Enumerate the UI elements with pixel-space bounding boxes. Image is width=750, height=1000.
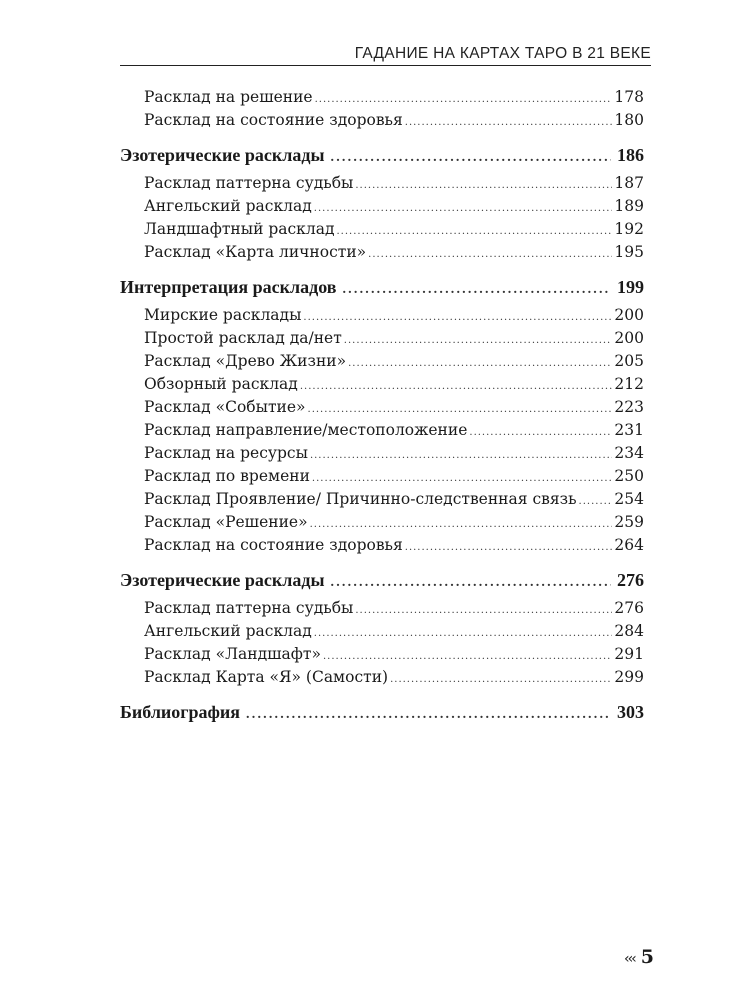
- toc-page-number: 231: [614, 421, 644, 439]
- toc-entry[interactable]: [120, 488, 644, 511]
- toc-page-number: 200: [614, 306, 644, 324]
- toc-entry[interactable]: [120, 666, 644, 689]
- dot-leader: [310, 513, 613, 536]
- dot-leader: [348, 352, 612, 375]
- toc-entry[interactable]: [120, 597, 644, 620]
- dot-leader: [405, 536, 613, 559]
- toc-section-title: Библиография: [120, 702, 241, 722]
- toc-entry-title: Расклад паттерна судьбы: [144, 174, 354, 192]
- dot-leader: [355, 174, 612, 197]
- toc-entry-title: Расклад на ресурсы: [144, 444, 308, 462]
- toc-entry[interactable]: [120, 442, 644, 465]
- toc-page-number: 254: [614, 490, 644, 508]
- toc-entry-title: Расклад на состояние здоровья: [144, 111, 403, 129]
- toc-entry-title: Мирские расклады: [144, 306, 302, 324]
- toc-page-number: 276: [617, 570, 644, 590]
- toc-entry-title: Расклад «Древо Жизни»: [144, 352, 347, 370]
- toc-entry-title: Ангельский расклад: [144, 197, 312, 215]
- dot-leader: [315, 88, 613, 111]
- toc-page-number: 291: [614, 645, 644, 663]
- toc-entry-title: Расклад на состояние здоровья: [144, 536, 403, 554]
- toc-entry-title: Ангельский расклад: [144, 622, 312, 640]
- toc-page-number: 199: [617, 277, 644, 297]
- dot-leader: [355, 599, 612, 622]
- toc-entry-title: Расклад «Решение»: [144, 513, 308, 531]
- toc-entry-title: Расклад на решение: [144, 88, 313, 106]
- page-number: 5: [640, 946, 654, 968]
- toc-page-number: 187: [614, 174, 644, 192]
- toc-page-number: 276: [614, 599, 644, 617]
- toc-page-number: 234: [614, 444, 644, 462]
- toc-entry-title: Расклад Проявление/ Причинно-следственная связь: [144, 490, 577, 508]
- toc-section[interactable]: [120, 140, 644, 170]
- toc-page-number: 186: [617, 145, 644, 165]
- dot-leader: [337, 220, 613, 243]
- toc-entry-title: Обзорный расклад: [144, 375, 298, 393]
- toc-entry-title: Ландшафтный расклад: [144, 220, 335, 238]
- dot-leader: [405, 111, 613, 134]
- dot-leader: [579, 490, 613, 513]
- toc-entry-title: Расклад направление/местоположение: [144, 421, 468, 439]
- toc-entry-title: Расклад «Событие»: [144, 398, 306, 416]
- dot-leader: [469, 421, 612, 444]
- toc-entry-title: Расклад по времени: [144, 467, 310, 485]
- toc-page-number: 259: [614, 513, 644, 531]
- toc-section[interactable]: [120, 272, 644, 302]
- toc-page-number: 223: [614, 398, 644, 416]
- page-folio: [624, 946, 654, 968]
- dot-leader: [331, 143, 611, 173]
- dot-leader: [314, 197, 613, 220]
- toc-page-number: 299: [614, 668, 644, 686]
- toc-entry[interactable]: [120, 465, 644, 488]
- toc-page-number: 195: [614, 243, 644, 261]
- toc-page-number: 250: [614, 467, 644, 485]
- toc-entry[interactable]: [120, 241, 644, 264]
- toc-entry[interactable]: [120, 511, 644, 534]
- toc-entry-title: Расклад «Ландшафт»: [144, 645, 321, 663]
- toc-page-number: 205: [614, 352, 644, 370]
- dot-leader: [368, 243, 612, 266]
- toc-entry[interactable]: [120, 373, 644, 396]
- toc-page-number: 303: [617, 702, 644, 722]
- toc-entry-title: Расклад паттерна судьбы: [144, 599, 354, 617]
- toc-section-title: Эзотерические расклады: [120, 570, 325, 590]
- dot-leader: [314, 622, 613, 645]
- toc-page-number: 180: [614, 111, 644, 129]
- toc-page-number: 189: [614, 197, 644, 215]
- dot-leader: [390, 668, 612, 691]
- toc-page-number: 178: [614, 88, 644, 106]
- toc-entry[interactable]: [120, 350, 644, 373]
- toc-section[interactable]: [120, 565, 644, 595]
- dot-leader: [342, 275, 611, 305]
- toc-entry[interactable]: [120, 172, 644, 195]
- toc-entry[interactable]: [120, 620, 644, 643]
- toc-entry[interactable]: [120, 109, 644, 132]
- dot-leader: [303, 306, 612, 329]
- toc-page-number: 192: [614, 220, 644, 238]
- toc-entry[interactable]: [120, 396, 644, 419]
- toc-section[interactable]: [120, 697, 644, 727]
- toc-section-title: Эзотерические расклады: [120, 145, 325, 165]
- dot-leader: [300, 375, 613, 398]
- toc-entry[interactable]: [120, 643, 644, 666]
- dot-leader: [331, 568, 611, 598]
- toc-entry-title: Простой расклад да/нет: [144, 329, 342, 347]
- running-title: ГАДАНИЕ НА КАРТАХ ТАРО В 21 ВЕКЕ: [347, 45, 651, 63]
- toc-entry[interactable]: [120, 419, 644, 442]
- header-rule: [120, 65, 651, 66]
- dot-leader: [312, 467, 613, 490]
- dot-leader: [308, 398, 613, 421]
- toc-entry[interactable]: [120, 218, 644, 241]
- toc-page-number: 284: [614, 622, 644, 640]
- dot-leader: [323, 645, 612, 668]
- toc-entry[interactable]: [120, 195, 644, 218]
- toc-entry-title: Расклад «Карта личности»: [144, 243, 367, 261]
- dot-leader: [344, 329, 613, 352]
- toc-section-title: Интерпретация раскладов: [120, 277, 337, 297]
- toc-page-number: 212: [614, 375, 644, 393]
- toc-entry[interactable]: [120, 304, 644, 327]
- dot-leader: [310, 444, 612, 467]
- toc-entry-title: Расклад Карта «Я» (Самости): [144, 668, 389, 686]
- toc-entry[interactable]: [120, 534, 644, 557]
- dot-leader: [246, 700, 611, 730]
- toc-entry[interactable]: [120, 327, 644, 350]
- toc-page-number: 200: [614, 329, 644, 347]
- running-header: [120, 46, 651, 66]
- table-of-contents: [120, 86, 644, 729]
- toc-entry[interactable]: [120, 86, 644, 109]
- triple-chevron-left-icon: ‹‹‹: [623, 951, 635, 967]
- toc-page-number: 264: [614, 536, 644, 554]
